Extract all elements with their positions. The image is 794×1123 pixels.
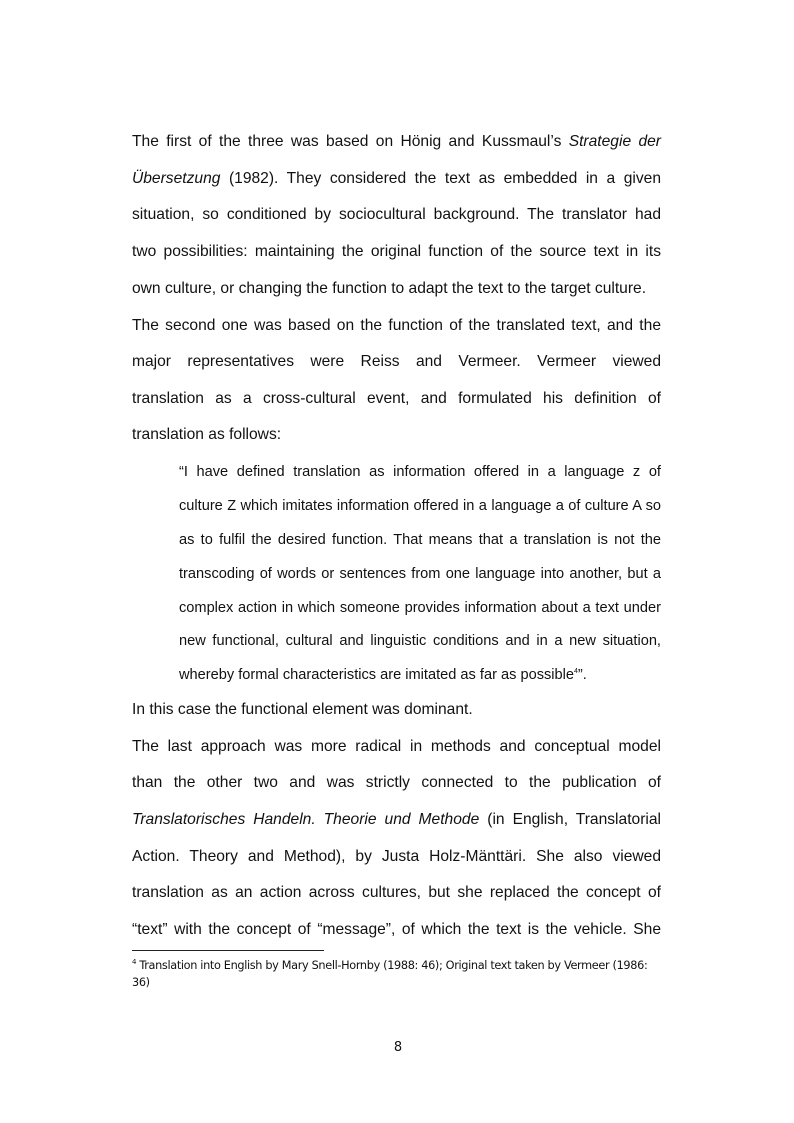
- footnote-continuation: 36): [132, 976, 150, 989]
- body-line: “text” with the concept of “message”, of which the text is the vehicle. She: [132, 921, 661, 938]
- body-line: Übersetzung (1982). They considered the text as embedded in a given: [132, 170, 661, 187]
- book-title: Strategie der: [568, 133, 661, 150]
- footnote-number: 4: [132, 958, 137, 967]
- body-line: translation as follows:: [132, 426, 282, 443]
- footnote-reference[interactable]: 4: [574, 668, 578, 676]
- quote-line: culture Z which imitates information offered in a language a of culture A so: [179, 498, 661, 514]
- footnote-separator: [132, 950, 324, 951]
- book-title: Übersetzung: [132, 170, 221, 187]
- book-title: Translatorisches Handeln. Theorie und Methode: [132, 811, 480, 828]
- body-line: translation as a cross-cultural event, and formulated his definition of: [132, 390, 661, 407]
- quote-line: “I have defined translation as information offered in a language z of: [179, 464, 661, 480]
- body-line: Action. Theory and Method), by Justa Holz-Mänttäri. She also viewed: [132, 848, 661, 865]
- page-number: 8: [393, 1040, 403, 1055]
- quote-line: new functional, cultural and linguistic conditions and in a new situation,: [179, 633, 661, 649]
- body-line: translation as an action across cultures, but she replaced the concept of: [132, 884, 661, 901]
- body-line: situation, so conditioned by sociocultural background. The translator had: [132, 206, 661, 223]
- footnote: $^4$ Translation into English by Mary Snell-Hornby (1988: 46); Original text taken by Vermeer (1986:: [132, 958, 648, 972]
- quote-line: transcoding of words or sentences from one language into another, but a: [179, 566, 661, 582]
- body-line: major representatives were Reiss and Vermeer. Vermeer viewed: [132, 353, 661, 370]
- body-line: own culture, or changing the function to adapt the text to the target culture.: [132, 280, 647, 297]
- body-line: than the other two and was strictly connected to the publication of: [132, 774, 661, 791]
- body-line: The last approach was more radical in methods and conceptual model: [132, 738, 661, 755]
- quote-line: whereby formal characteristics are imitated as far as possible$^4$”.: [179, 667, 587, 683]
- body-line: Translatorisches Handeln. Theorie und Methode (in English, Translatorial: [132, 811, 661, 828]
- body-line: The first of the three was based on Hönig and Kussmaul’s Strategie der: [132, 133, 661, 150]
- quote-line: as to fulfil the desired function. That means that a translation is not the: [179, 532, 661, 548]
- body-line: The second one was based on the function of the translated text, and the: [132, 317, 661, 334]
- body-line: two possibilities: maintaining the original function of the source text in its: [132, 243, 661, 260]
- body-line: In this case the functional element was dominant.: [132, 701, 473, 718]
- quote-line: complex action in which someone provides information about a text under: [179, 600, 661, 616]
